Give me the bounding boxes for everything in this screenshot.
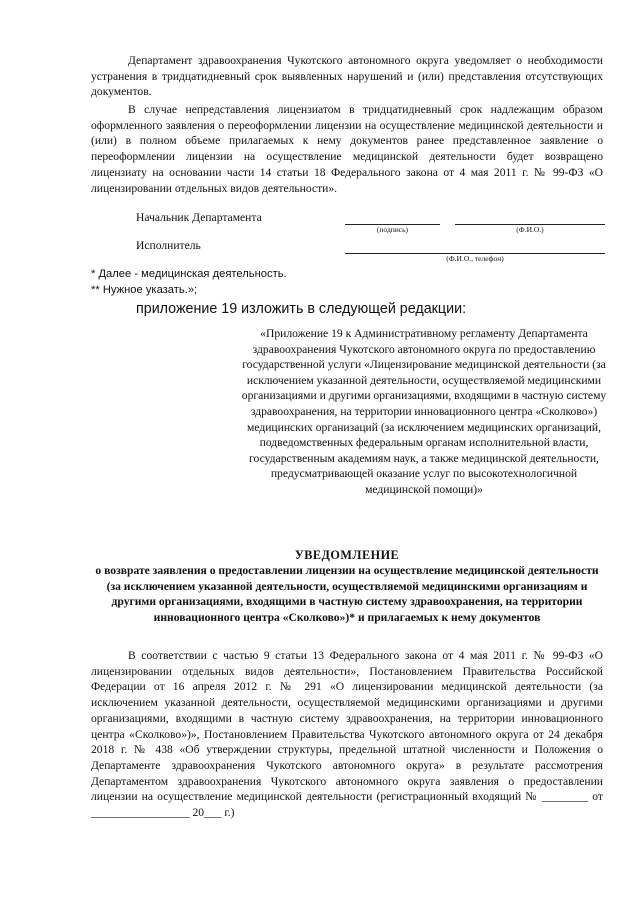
footnote-1: * Далее - медицинская деятельность. bbox=[91, 268, 287, 280]
executor-caption: (Ф.И.О., телефон) bbox=[446, 254, 504, 263]
notice-title: УВЕДОМЛЕНИЕ bbox=[294, 548, 400, 562]
signature-caption: (подпись) bbox=[376, 225, 409, 234]
notice-subtitle: о возврате заявления о предоставлении лицензии на осуществление медицинской деятельности (за исключением указанной деятельности, осуществляемой медицинскими организациям и другими организациями, входящими в частную систему здравоохранения, на территории инновационного центра «Сколково»)* и прилагаемых к нему документов bbox=[95, 564, 599, 624]
footnote-2: ** Нужное указать.»; bbox=[91, 284, 198, 296]
executor-label: Исполнитель bbox=[136, 239, 201, 252]
fio-caption: (Ф.И.О.) bbox=[516, 225, 544, 234]
notice-paragraph-1: Департамент здравоохранения Чукотского автономного округа уведомляет о необходимости устранения в тридцатидневный срок выявленных нарушений и (или) представления отсутствующих документов. bbox=[91, 54, 603, 99]
appendix-header: «Приложение 19 к Административному регламенту Департамента здравоохранения Чукотского автономного округа по предоставлению государственной услуги «Лицензирование медицинской деятельности (за исключением указанной деятельности, осуществляемой медицинскими организациями и другими организациями, входящими в частную систему здравоохранения, на территории инновационного центра «Сколково») медицинских организаций (за исключением медицинских организаций, подведомственных федеральным органам исполнительной власти, государственным академиям наук, а также медицинской деятельности, предусматривающей оказание услуг по высокотехнологичной медицинской помощи)» bbox=[241, 327, 607, 496]
head-label: Начальник Департамента bbox=[136, 211, 262, 224]
notice-body: В соответствии с частью 9 статьи 13 Федерального закона от 4 мая 2011 г. № 99-ФЗ «О лицензировании отдельных видов деятельности», Постановлением Правительства Российской Федерации от 16 апреля 2012 г. № 291 «О лицензировании медицинской деятельности (за исключением указанной деятельности, осуществляемой медицинскими организациями и другими организациями, входящими в частную систему здравоохранения, на территории инновационного центра «Сколково»)», Постановлением Правительства Чукотского автономного округа от 24 декабря 2018 г. № 438 «Об утверждении структуры, предельной штатной численности и Положения о Департаменте здравоохранения Чукотского автономного округа» в результате рассмотрения Департаментом здравоохранения Чукотского автономного округа заявления о предоставлении лицензии на осуществление медицинской деятельности (регистрационный входящий № ________ от _________________ 20___ г.) bbox=[91, 649, 603, 820]
intro-line: приложение 19 изложить в следующей редакции: bbox=[136, 301, 467, 317]
notice-paragraph-2: В случае непредставления лицензиатом в тридцатидневный срок надлежащим образом оформленного заявления о переоформлении лицензии на осуществление медицинской деятельности и (или) в полном объеме прилагаемых к нему документов ранее представленное заявление о переоформлении лицензии на осуществление медицинской деятельности будет возвращено лицензиату на основании части 14 статьи 18 Федерального закона от 4 мая 2011 г. № 99-ФЗ «О лицензировании отдельных видов деятельности». bbox=[91, 103, 603, 195]
